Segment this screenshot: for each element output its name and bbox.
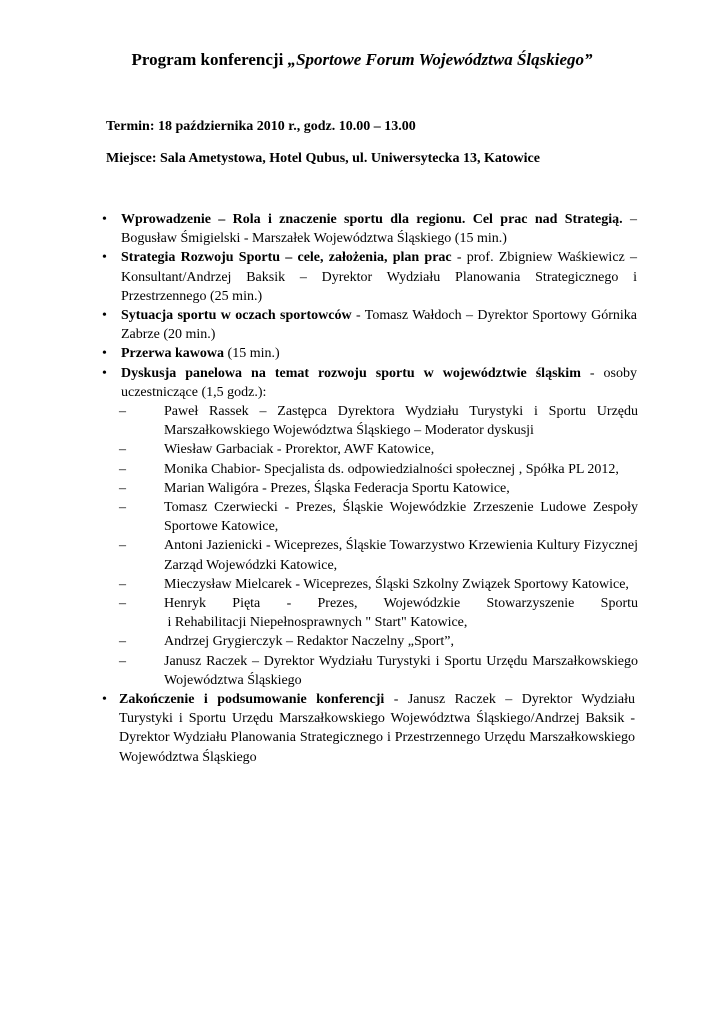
panelist-text: Antoni Jazienicki - Wiceprezes, Śląskie Towarzystwo Krzewienia Kultury Fizycznej Zarząd Wojewódzki Katowice, <box>164 538 638 573</box>
panelist-text: Monika Chabior- Specjalista ds. odpowiedzialności społecznej , Spółka PL 2012, <box>164 461 619 477</box>
panelist-text-line2: i Rehabilitacji Niepełnosprawnych " Start" Katowice, <box>164 615 468 631</box>
panelist-item <box>119 498 638 536</box>
panelist-item <box>119 402 638 440</box>
dash-icon: – <box>119 461 126 477</box>
panelist-text: Wiesław Garbaciak - Prorektor, AWF Katowice, <box>164 442 435 458</box>
bullet-icon: • <box>102 692 107 708</box>
list-item-closing <box>102 690 636 767</box>
panelist-text-line1: Henryk Pięta - Prezes, Wojewódzkie Stowarzyszenie Sportu <box>164 596 638 612</box>
item-text: (15 min.) <box>224 346 280 362</box>
item-text: - osoby uczestniczące (1,5 godz.): <box>121 365 637 400</box>
bullet-icon: • <box>102 365 107 381</box>
miejsce-line: Miejsce: Sala Ametystowa, Hotel Qubus, ul. Uniwersytecka 13, Katowice <box>106 151 540 166</box>
item-heading: Dyskusja panelowa na temat rozwoju sportu w województwie śląskim <box>121 365 581 381</box>
item-heading: Strategia Rozwoju Sportu – cele, założenia, plan prac <box>121 250 452 266</box>
list-item <box>102 306 637 344</box>
list-item <box>102 344 637 363</box>
panelist-item <box>119 479 638 498</box>
item-heading: Przerwa kawowa <box>121 346 225 362</box>
panelist-text: Marian Waligóra - Prezes, Śląska Federacja Sportu Katowice, <box>164 480 510 496</box>
bullet-icon: • <box>102 212 107 227</box>
dash-icon: – <box>119 442 126 458</box>
title-prefix: Program konferencji <box>131 50 288 69</box>
bullet-icon: • <box>102 308 107 324</box>
dash-icon: – <box>119 576 126 592</box>
list-item <box>102 210 638 248</box>
panelist-text: Andrzej Grygierczyk – Redaktor Naczelny „Sport”, <box>164 634 454 650</box>
dash-icon: – <box>119 480 126 496</box>
panelist-item <box>119 632 638 651</box>
termin-line: Termin: 18 października 2010 r., godz. 10.00 – 13.00 <box>106 119 416 134</box>
document-title <box>0 50 724 70</box>
list-item <box>102 364 637 402</box>
bullet-icon: • <box>102 250 107 266</box>
dash-icon: – <box>119 596 126 612</box>
item-heading: Sytuacja sportu w oczach sportowców <box>121 308 352 324</box>
panelist-item <box>119 460 638 479</box>
dash-icon: – <box>119 538 126 554</box>
dash-icon: – <box>119 404 126 420</box>
panelist-item <box>119 536 638 574</box>
dash-icon: – <box>119 653 126 669</box>
panelist-item <box>119 575 638 594</box>
item-text: - prof. Zbigniew Waśkiewicz – Konsultant/Andrzej Baksik – Dyrektor Wydziału Planowania Strategicznego i Przestrzennego (25 min.) <box>121 250 637 304</box>
item-text: – Bogusław Śmigielski - Marszałek Województwa Śląskiego (15 min.) <box>121 212 638 247</box>
title-event-name: „Sportowe Forum Województwa Śląskiego” <box>287 50 593 69</box>
panelist-text: Paweł Rassek – Zastępca Dyrektora Wydziału Turystyki i Sportu Urzędu Marszałkowskiego Województwa Śląskiego – Moderator dyskusji <box>164 404 638 439</box>
item-text: - Janusz Raczek – Dyrektor Wydziału Turystyki i Sportu Urzędu Marszałkowskiego Województwa Śląskiego/Andrzej Baksik - Dyrektor Wydziału Planowania Strategicznego i Przestrzennego Urzędu Marszałkowskiego Województwa Śląskiego <box>119 692 636 765</box>
panelist-text: Janusz Raczek – Dyrektor Wydziału Turystyki i Sportu Urzędu Marszałkowskiego Województwa Śląskiego <box>164 653 638 688</box>
panelist-text: Mieczysław Mielcarek - Wiceprezes, Śląski Szkolny Związek Sportowy Katowice, <box>164 576 629 592</box>
item-heading: Wprowadzenie – Rola i znaczenie sportu dla regionu. Cel prac nad Strategią. <box>121 212 623 227</box>
panelist-item <box>119 594 638 632</box>
panelist-item <box>119 440 638 459</box>
item-text: - Tomasz Wałdoch – Dyrektor Sportowy Górnika Zabrze (20 min.) <box>121 308 637 343</box>
list-item <box>102 248 637 306</box>
item-heading: Zakończenie i podsumowanie konferencji <box>119 692 385 708</box>
dash-icon: – <box>119 634 126 650</box>
bullet-icon: • <box>102 346 107 362</box>
program-list <box>0 210 724 767</box>
dash-icon: – <box>119 500 126 516</box>
panelist-text: Tomasz Czerwiecki - Prezes, Śląskie Wojewódzkie Zrzeszenie Ludowe Zespoły Sportowe Katowice, <box>164 500 638 535</box>
panelist-item <box>119 652 638 690</box>
